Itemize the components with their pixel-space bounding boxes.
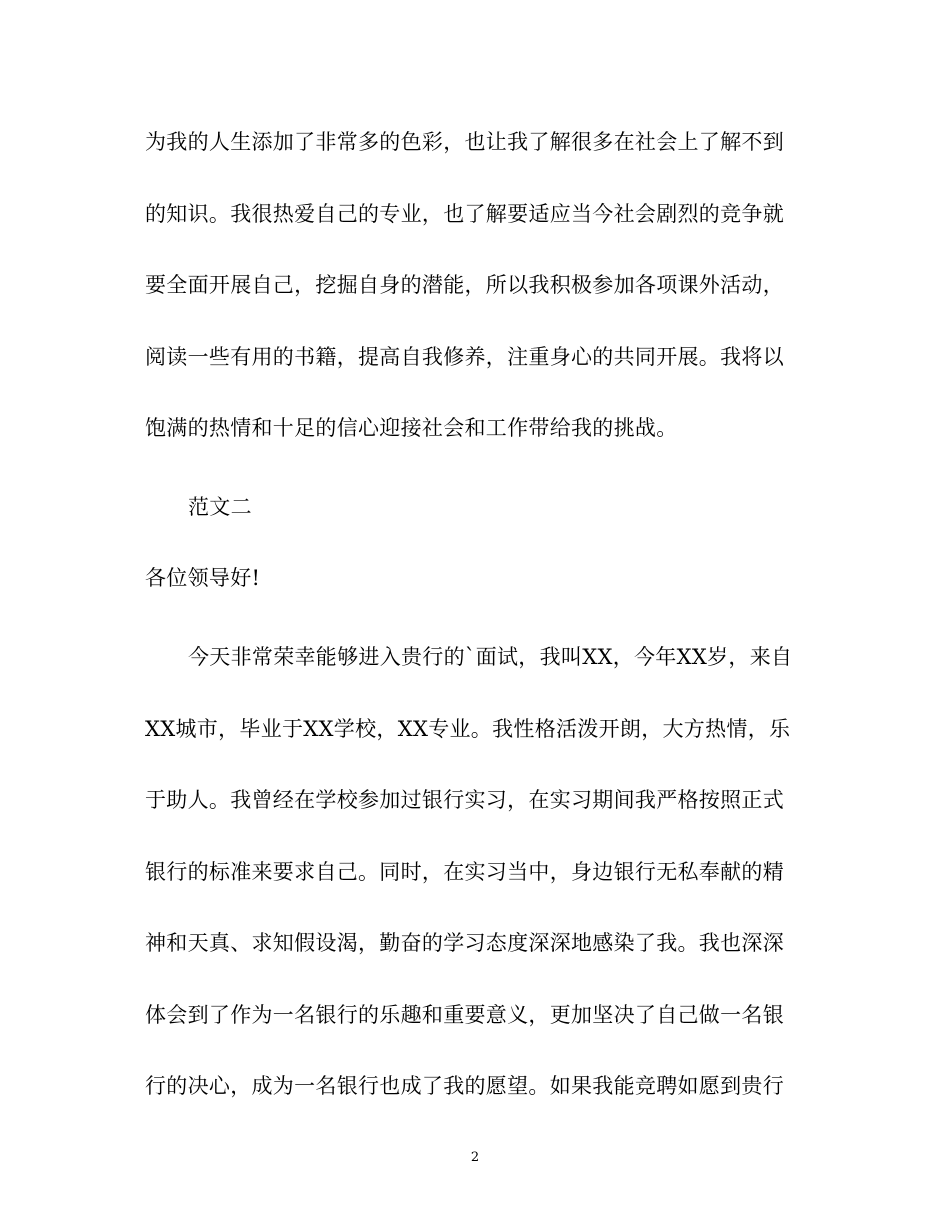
paragraph-line: 饱满的热情和十足的信心迎接社会和工作带给我的挑战。: [145, 416, 678, 440]
paragraph-line: 行的决心，成为一名银行也成了我的愿望。如果我能竞聘如愿到贵行: [145, 1074, 784, 1098]
paragraph-line: 体会到了作为一名银行的乐趣和重要意义，更加坚决了自己做一名银: [145, 1003, 784, 1027]
paragraph-line: XX城市，毕业于XX学校，XX专业。我性格活泼开朗，大方热情，乐: [145, 717, 791, 741]
paragraph-line: 要全面开展自己，挖掘自身的潜能，所以我积极参加各项课外活动，: [145, 273, 784, 297]
paragraph-line: 神和天真、求知假设渴，勤奋的学习态度深深地感染了我。我也深深: [145, 931, 784, 955]
paragraph-line: 今天非常荣幸能够进入贵行的`面试，我叫XX，今年XX岁，来自: [188, 645, 793, 669]
paragraph-line: 阅读一些有用的书籍，提高自我修养，注重身心的共同开展。我将以: [145, 345, 784, 369]
paragraph-line: 的知识。我很热爱自己的专业，也了解要适应当今社会剧烈的竞争就: [145, 202, 784, 226]
page-number: 2: [470, 1150, 480, 1165]
section-heading: 范文二: [188, 495, 252, 519]
paragraph-line: 银行的标准来要求自己。同时，在实习当中，身边银行无私奉献的精: [145, 860, 784, 884]
paragraph-line: 为我的人生添加了非常多的色彩，也让我了解很多在社会上了解不到: [145, 130, 784, 154]
greeting: 各位领导好!: [145, 566, 261, 590]
paragraph-line: 于助人。我曾经在学校参加过银行实习，在实习期间我严格按照正式: [145, 788, 784, 812]
